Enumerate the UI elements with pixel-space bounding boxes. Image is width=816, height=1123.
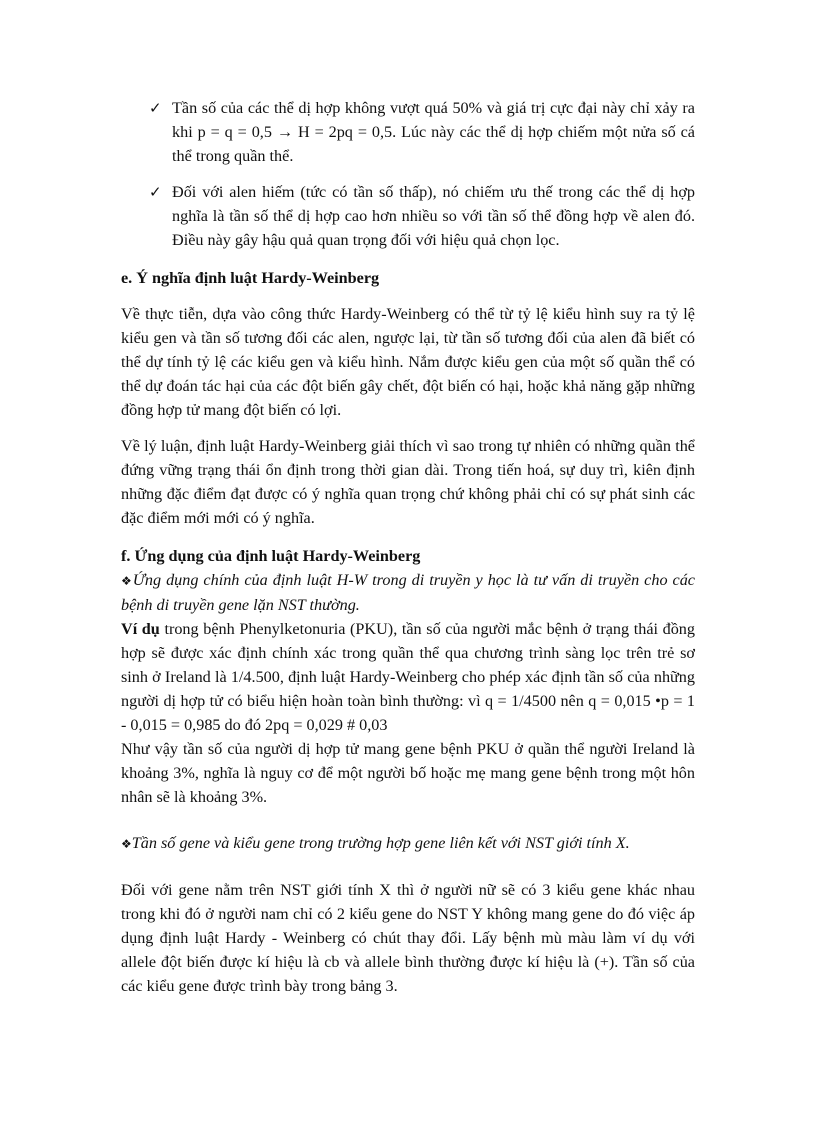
check-icon: ✓ [149, 99, 162, 117]
bullet-item [121, 96, 695, 168]
spacer [121, 809, 695, 831]
sub-heading-text: Tần số gene và kiểu gene trong trường hợp gene liên kết với NST giới tính X. [131, 834, 630, 852]
check-icon: ✓ [149, 183, 162, 201]
x-linked-paragraph: Đối với gene nằm trên NST giới tính X thì ở người nữ sẽ có 3 kiểu gene khác nhau trong khi đó ở người nam chỉ có 2 kiểu gene do NST Y không mang gene do đó việc áp dụng định luật Hardy - Weinberg có chút thay đổi. Lấy bệnh mù màu làm ví dụ với allele đột biến được kí hiệu là cb và allele bình thường được kí hiệu là (+). Tần số của các kiểu gene được trình bày trong bảng 3. [121, 881, 695, 995]
section-e-heading: e. Ý nghĩa định luật Hardy-Weinberg [121, 269, 380, 287]
spacer [121, 290, 695, 302]
section-f-heading: f. Ứng dụng của định luật Hardy-Weinberg [121, 547, 421, 565]
spacer [121, 530, 695, 544]
diamond-bullet-icon: ❖ [121, 574, 133, 588]
spacer [121, 422, 695, 434]
bullet-item [121, 180, 695, 252]
section-e-paragraph-theory: Về lý luận, định luật Hardy-Weinberg giải thích vì sao trong tự nhiên có những quần thể đứng vững trạng thái ổn định trong thời gian dài. Trong tiến hoá, sự duy trì, kiên định những đặc điểm đạt được có ý nghĩa quan trọng chứ không phải chỉ có sự phát sinh các đặc điểm mới mới có ý nghĩa. [121, 437, 695, 527]
bullet-text: Tần số của các thể dị hợp không vượt quá 50% và giá trị cực đại này chỉ xảy ra khi p = q = 0,5 → H = 2pq = 0,5. Lúc này các thể dị hợp chiếm một nửa số cá thể trong quần thể. [172, 99, 695, 165]
example-paragraph [121, 617, 695, 737]
conclusion-paragraph: Như vậy tần số của người dị hợp tử mang gene bệnh PKU ở quần thể người Ireland là khoảng 3%, nghĩa là nguy cơ để một người bố hoặc mẹ mang gene bệnh trong một hôn nhân sẽ là khoảng 3%. [121, 740, 695, 806]
sub-heading [121, 831, 695, 856]
spacer [121, 856, 695, 878]
diamond-bullet-icon: ❖ [121, 837, 132, 851]
section-e-paragraph-practice: Về thực tiễn, dựa vào công thức Hardy-Weinberg có thể từ tỷ lệ kiểu hình suy ra tỷ lệ kiểu gen và tần số tương đối các alen, ngược lại, từ tần số tương đối của alen đã biết có thể dự tính tỷ lệ các kiểu gen và kiểu hình. Nắm được kiểu gen của một số quần thể có thể dự đoán tác hại của các đột biến gây chết, đột biến có hại, hoặc khả năng gặp những đồng hợp tử mang đột biến có lợi. [121, 305, 695, 419]
example-text: trong bệnh Phenylketonuria (PKU), tần số của người mắc bệnh ở trạng thái đồng hợp sẽ được xác định chính xác trong quần thể qua chương trình sàng lọc trên trẻ sơ sinh ở Ireland là 1/4.500, định luật Hardy-Weinberg cho phép xác định tần số của những người dị hợp tử có biểu hiện hoàn toàn bình thường: vì q = 1/4500 nên q = 0,015 •p = 1 - 0,015 = 0,985 do đó 2pq = 0,029 # 0,03 [121, 620, 695, 734]
document-page [121, 96, 695, 998]
lead-text: Ứng dụng chính của định luật H-W trong di truyền y học là tư vấn di truyền cho các bệnh di truyền gene lặn NST thường. [121, 571, 695, 614]
example-label: Ví dụ [121, 620, 160, 638]
section-f-lead [121, 568, 695, 617]
bullet-text: Đối với alen hiếm (tức có tần số thấp), nó chiếm ưu thế trong các thể dị hợp nghĩa là tần số thể dị hợp cao hơn nhiều so với tần số thể đồng hợp về alen đó. Điều này gây hậu quả quan trọng đối với hiệu quả chọn lọc. [172, 183, 695, 249]
